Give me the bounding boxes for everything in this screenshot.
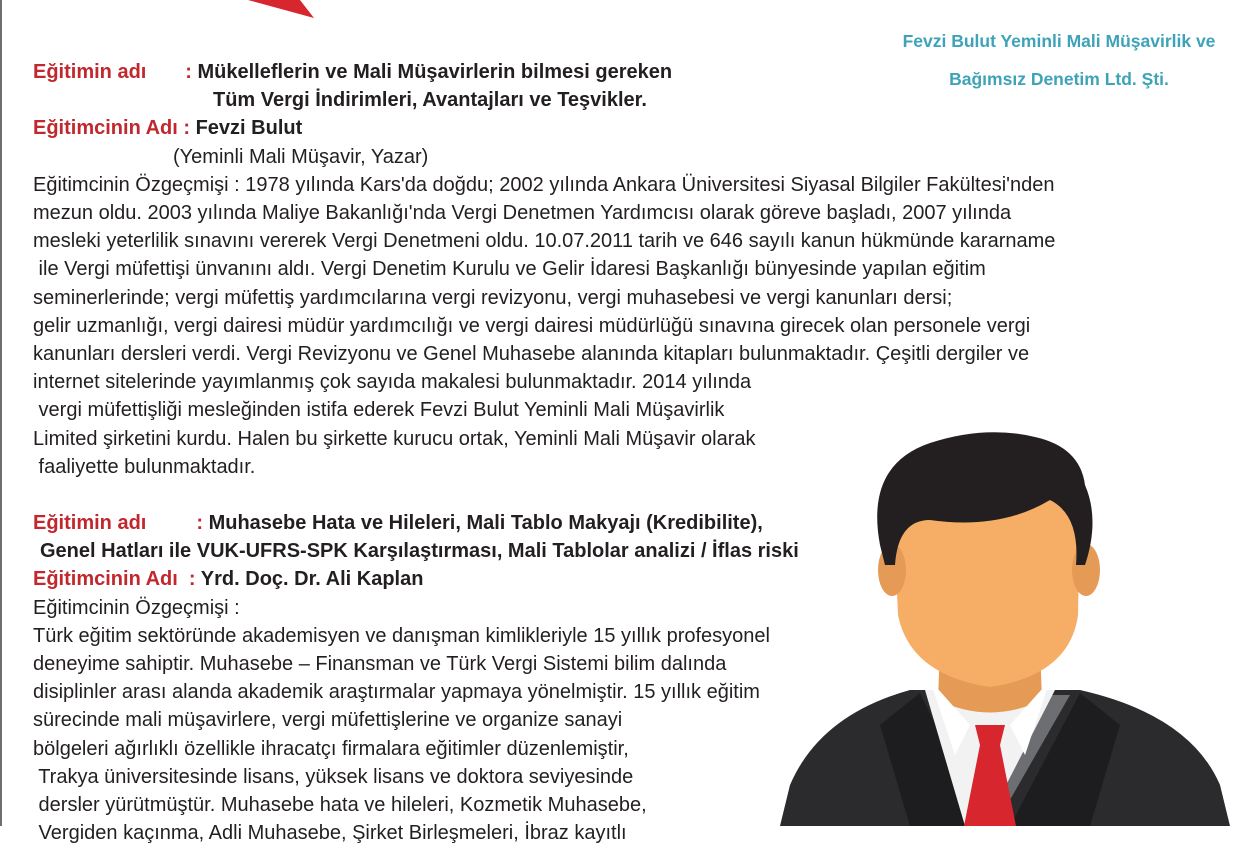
training-section-1 [33, 58, 1223, 481]
red-arrow-decoration [248, 0, 328, 22]
training-title-line-1: Mükelleflerin ve Mali Müşavirlerin bilmesi gereken [197, 61, 673, 83]
company-name-line-1: Fevzi Bulut Yeminli Mali Müşavirlik ve [902, 31, 1216, 51]
bio-line: mesleki yeterlilik sınavını vererek Vergi Denetmeni oldu. 10.07.2011 tarih ve 646 sayılı kanun hükmünde kararname [33, 230, 1056, 253]
trainer-label: Eğitimcinin Adı : [33, 568, 196, 591]
trainer-name: Fevzi Bulut [195, 117, 303, 140]
page-left-border [0, 0, 2, 826]
bio-line: Türk eğitim sektöründe akademisyen ve danışman kimlikleriyle 15 yıllık profesyonel [33, 624, 770, 647]
bio-line: bölgeleri ağırlıklı özellikle ihracatçı firmalara eğitimler düzenlemiştir, [33, 737, 629, 760]
bio-line: Limited şirketini kurdu. Halen bu şirkette kurucu ortak, Yeminli Mali Müşavir olarak [33, 427, 756, 450]
bio-line: Vergiden kaçınma, Adli Muhasebe, Şirket Birleşmeleri, İbraz kayıtlı [33, 822, 627, 845]
trainer-role: (Yeminli Mali Müşavir, Yazar) [173, 145, 429, 168]
trainer-label: Eğitimcinin Adı : [33, 117, 191, 140]
bio-line: gelir uzmanlığı, vergi dairesi müdür yardımcılığı ve vergi dairesi müdürlüğü sınavına girecek olan personele vergi [33, 314, 1031, 337]
bio-line: kanunları dersleri verdi. Vergi Revizyonu ve Genel Muhasebe alanında kitapları bulunmaktadır. Çeşitli dergiler ve [33, 343, 1030, 366]
bio-line: ile Vergi müfettişi ünvanını aldı. Vergi Denetim Kurulu ve Gelir İdaresi Başkanlığı bünyesinde yapılan eğitim [33, 258, 986, 281]
training-label: Eğitimin adı [33, 61, 147, 83]
bio-heading: Eğitimcinin Özgeçmişi : [33, 596, 240, 619]
bio-line: internet sitelerinde yayımlanmış çok sayıda makalesi bulunmaktadır. 2014 yılında [33, 371, 752, 394]
training-title-line-2: Tüm Vergi İndirimleri, Avantajları ve Teşvikler. [213, 89, 647, 112]
bio-line: vergi müfettişliği mesleğinden istifa ederek Fevzi Bulut Yeminli Mali Müşavirlik [33, 399, 725, 422]
training-title-line-1: Muhasebe Hata ve Hileleri, Mali Tablo Makyajı (Kredibilite), [208, 512, 763, 535]
training-title-line-2: Genel Hatları ile VUK-UFRS-SPK Karşılaştırması, Mali Tablolar analizi / İflas riski [40, 540, 799, 563]
bio-line: mezun oldu. 2003 yılında Maliye Bakanlığı'nda Vergi Denetmen Yardımcısı olarak göreve başladı, 2007 yılında [33, 202, 1012, 225]
company-name-line-2: Bağımsız Denetim Ltd. Şti. [949, 69, 1169, 89]
bio-line: disiplinler arası alanda akademik araştırmalar yapmaya yönelmiştir. 15 yıllık eğitim [33, 681, 760, 704]
bio-line: sürecinde mali müşavirlere, vergi müfettişlerine ve organize sanayi [33, 709, 623, 732]
bio-line: Eğitimcinin Özgeçmişi : 1978 yılında Kars'da doğdu; 2002 yılında Ankara Üniversitesi Siyasal Bilgiler Fakültesi'nden [33, 173, 1055, 196]
bio-line: dersler yürütmüştür. Muhasebe hata ve hileleri, Kozmetik Muhasebe, [33, 794, 647, 817]
trainer-name: Yrd. Doç. Dr. Ali Kaplan [200, 568, 424, 591]
colon: : [146, 61, 198, 83]
colon: : [146, 512, 209, 535]
bio-line: Trakya üniversitesinde lisans, yüksek lisans ve doktora seviyesinde [33, 765, 634, 788]
training-title-row [33, 58, 1223, 86]
bio-line: faaliyette bulunmaktadır. [33, 455, 256, 478]
bio-line: deneyime sahiptir. Muhasebe – Finansman ve Türk Vergi Sistemi bilim dalında [33, 653, 727, 676]
trainer-row [33, 114, 1223, 142]
training-label: Eğitimin adı [33, 512, 147, 535]
businessman-illustration [780, 425, 1230, 826]
bio-line: seminerlerinde; vergi müfettiş yardımcılarına vergi revizyonu, vergi muhasebesi ve vergi kanunları dersi; [33, 286, 953, 309]
